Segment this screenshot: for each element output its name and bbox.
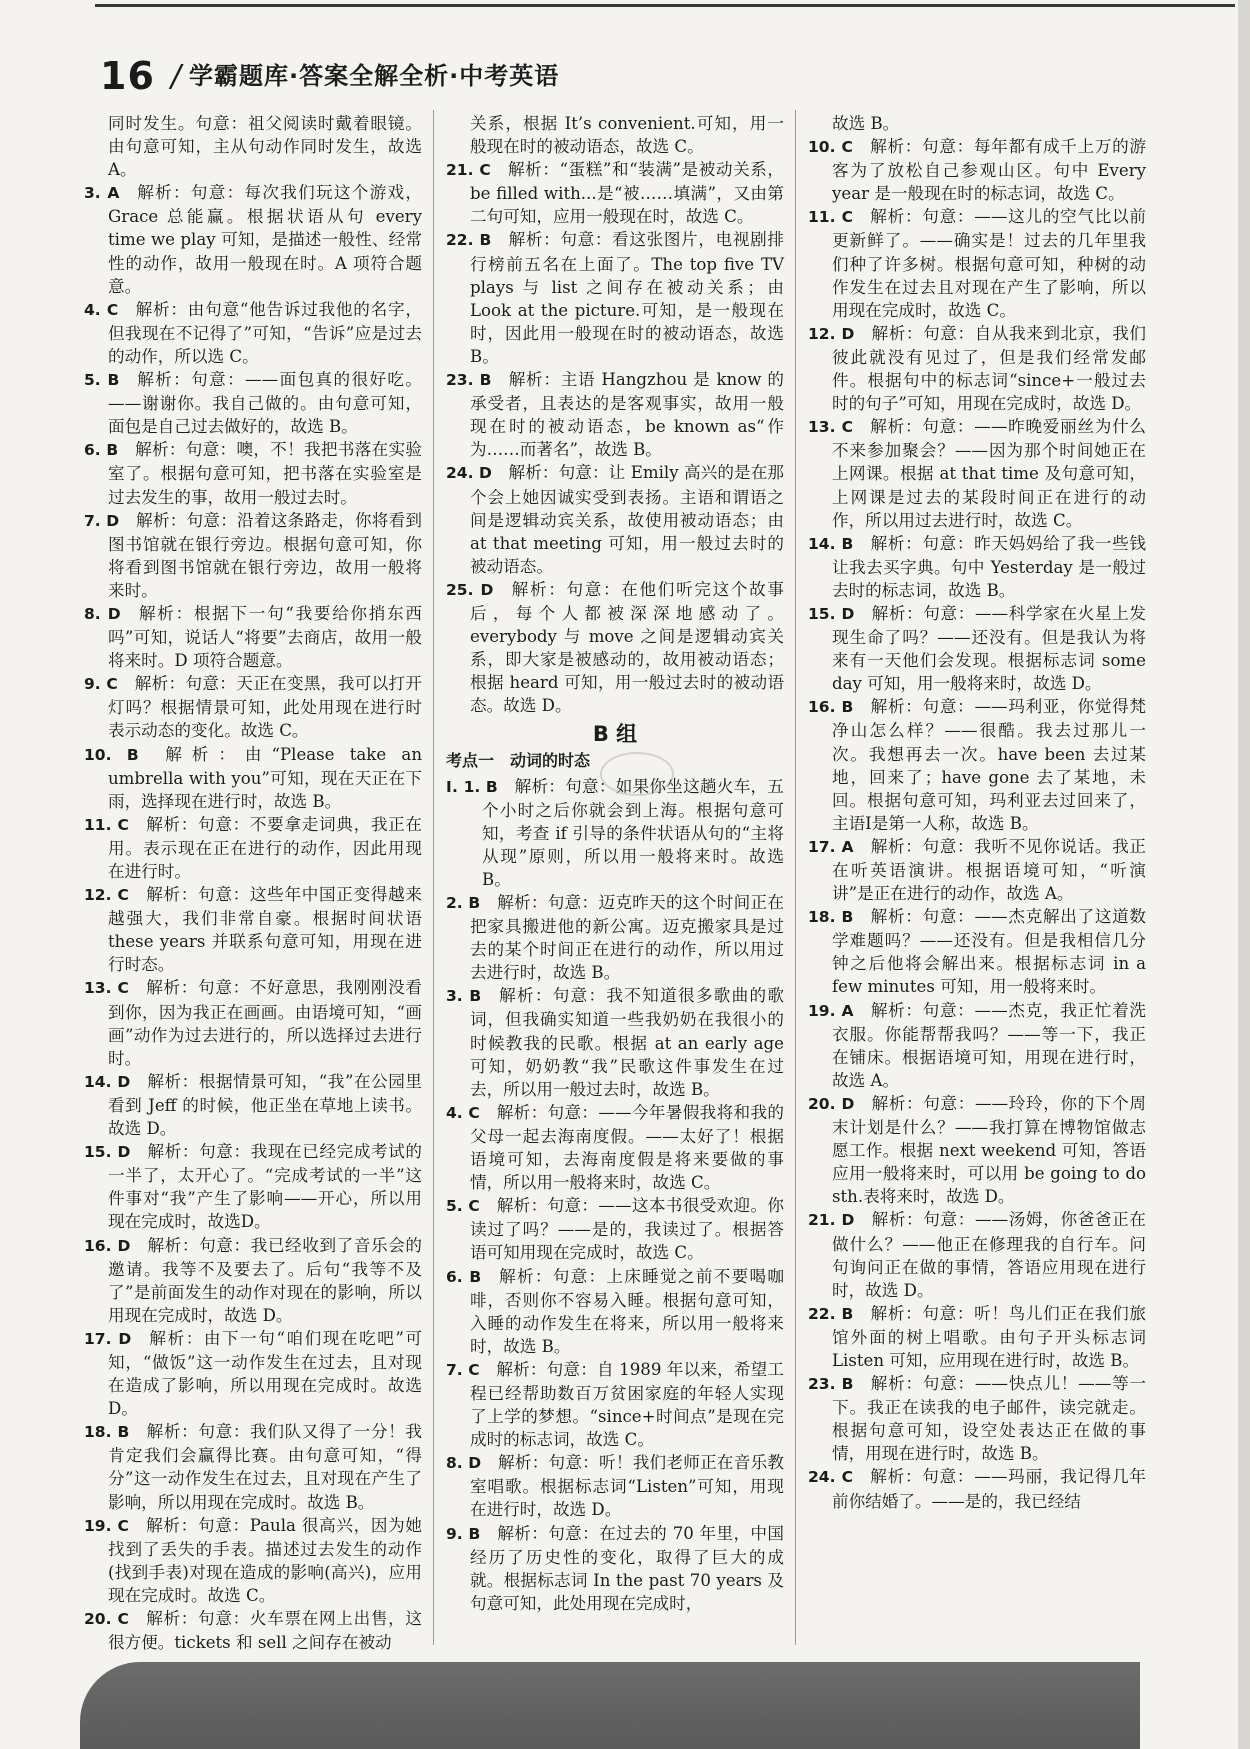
answer-explanation: 解析：句意：——玛丽，我记得几年前你结婚了。——是的，我已经结 [832, 1467, 1147, 1511]
answer-number: 20. C [84, 1610, 129, 1628]
answer-item [446, 1522, 784, 1615]
answer-explanation: 解析：句意：看这张图片，电视剧排行榜前五名在上面了。The top five TV plays 与 list 之间存在被动关系；由 Look at the picture.可知，是一般现在时，因此用一般现在时的被动语态，故选 B。 [470, 230, 785, 366]
answer-number: Ⅰ. 1. B [446, 777, 498, 796]
answer-number: 21. C [446, 161, 491, 180]
answer-item [446, 228, 784, 368]
answer-column-3 [808, 112, 1146, 1513]
answer-column-2 [446, 112, 784, 1615]
answer-item [446, 984, 784, 1100]
answer-explanation: 解析：句意：昨天妈妈给了我一些钱让我去买字典。句中 Yesterday 是一般过去时的标志词，故选 B。 [832, 533, 1147, 600]
answer-item [446, 578, 784, 718]
answer-item [446, 1101, 784, 1194]
answer-number: 4. C [446, 1103, 480, 1122]
answer-explanation: 解析：句意：——科学家在火星上发现生命了吗？——还没有。但是我认为将来有一天他们会发现。根据标志词 some day 可知，用一般将来时，故选 D。 [832, 603, 1146, 694]
page-number: 16 [100, 54, 155, 98]
answer-item [446, 1265, 784, 1358]
answer-item [808, 1302, 1146, 1372]
answer-item [808, 135, 1146, 205]
answer-number: 18. B [808, 908, 854, 927]
answer-explanation: 解析：句意：听！我们老师正在音乐教室唱歌。根据标志词“Listen”可知，用现在进行时，故选 D。 [470, 1453, 785, 1520]
answer-number: 4. C [84, 300, 119, 319]
answer-item [84, 1420, 422, 1513]
answer-explanation: 解析：句意：——昨晚爱丽丝为什么不来参加聚会？——因为那个时间她正在上网课。根据 at that time 及句意可知，上网课是过去的某段时间正在进行的动作，所以用过去进行时，故选 C。 [832, 417, 1147, 530]
answer-item [84, 883, 422, 976]
answer-number: 9. C [84, 675, 118, 694]
page-header [100, 52, 559, 96]
answer-list-a-group [446, 112, 784, 717]
answer-explanation: 解析：句意：听！鸟儿们正在我们旅馆外面的树上唱歌。由句子开头标志词 Listen 可知，应用现在进行时，故选 B。 [832, 1303, 1147, 1370]
column-divider [433, 110, 434, 1645]
answer-number: 11. C [84, 815, 129, 834]
answer-explanation: 解析：句意：我听不见你说话。我正在听英语演讲。根据语境可知，“听演讲”是正在进行的动作，故选 A。 [832, 836, 1146, 904]
answer-list-b-group [446, 775, 784, 1615]
answer-explanation: 解析：由下一句“咱们现在吃吧”可知，“做饭”这一动作发生在过去，且对现在造成了影响，所以用现在完成时。故选 D。 [108, 1328, 422, 1419]
continued-text: 同时发生。句意：祖父阅读时戴着眼镜。由句意可知，主从句动作同时发生，故选 A。 [108, 114, 422, 180]
answer-item [446, 1194, 784, 1264]
answer-item [84, 438, 422, 508]
answer-explanation: 解析：句意：——汤姆，你爸爸正在做什么？——他正在修理我的自行车。问句询问正在做的事情，答语应用现在进行时，故选 D。 [832, 1210, 1146, 1300]
kaodian-heading: 考点一 动词的时态 [446, 751, 591, 771]
answer-number: 8. D [446, 1454, 482, 1473]
answer-item [808, 1465, 1146, 1512]
answer-number: 21. D [808, 1211, 855, 1230]
answer-number: 5. B [84, 371, 120, 390]
answer-item [446, 1451, 784, 1521]
answer-explanation: 解析：主语 Hangzhou 是 know 的承受者，且表达的是客观事实，故用一般现在时的被动语态，be known as“作为……而著名”，故选 B。 [470, 370, 784, 460]
answer-number: 25. D [446, 580, 494, 599]
answer-explanation: 解析：句意：Paula 很高兴，因为她找到了丢失的手表。描述过去发生的动作(找到手表)对现在造成的影响(高兴)，应用现在完成时。故选 C。 [108, 1515, 422, 1605]
answer-number: 19. A [808, 1001, 854, 1020]
answer-number: 9. B [446, 1524, 481, 1543]
answer-number: 16. D [84, 1236, 131, 1255]
header-divider: / [170, 59, 181, 94]
answer-explanation: 解析：句意：——快点儿！——等一下。我正在读我的电子邮件，读完就走。根据句意可知，设空处表达正在做的事情，用现在进行时，故选 B。 [832, 1374, 1147, 1464]
continued-text: 故选 B。 [832, 114, 900, 133]
answer-item [808, 205, 1146, 321]
answer-explanation: 解析：根据情景可知，“我”在公园里看到 Jeff 的时候，他正坐在草地上读书。故选 D。 [108, 1071, 422, 1139]
answer-explanation: 解析：句意：上床睡觉之前不要喝咖啡，否则你不容易入睡。根据句意可知，入睡的动作发生在将来，所以用一般将来时，故选 B。 [470, 1266, 785, 1356]
answer-number: 8. D [84, 604, 121, 623]
answer-item [84, 368, 422, 438]
answer-item [808, 602, 1146, 695]
answer-item [446, 461, 784, 577]
answer-item [84, 1070, 422, 1140]
answer-item [84, 976, 422, 1069]
answer-number: 12. D [808, 324, 855, 343]
answer-number: 10. C [808, 138, 853, 157]
answer-explanation: 解析：句意：在他们听完这个故事后，每个人都被深深地感动了。everybody 与 move 之间是逻辑动宾关系，即大家是被感动的，故用被动语态；根据 heard 可知，用一般过去时的被动语态。故选 D。 [470, 579, 784, 716]
answer-explanation: 解析：句意：——这本书很受欢迎。你读过了吗？——是的，我读过了。根据答语可知用现在完成时，故选 C。 [470, 1196, 784, 1263]
answer-explanation: 解析：句意：——玲玲，你的下个周末计划是什么？——我打算在博物馆做志愿工作。根据 next weekend 可知，答语应用一般将来时，可以用 be going to do sth.表将来时，故选 D。 [832, 1093, 1146, 1207]
answer-number: 24. D [446, 464, 492, 483]
answer-number: 13. C [84, 979, 129, 998]
answer-number: 23. B [446, 371, 492, 390]
answer-item [84, 743, 422, 813]
answer-item [808, 695, 1146, 835]
answer-number: 17. A [808, 837, 854, 856]
answer-column-1 [84, 112, 422, 1654]
answer-explanation: 解析：句意：——今年暑假我将和我的父母一起去海南度假。——太好了！根据语境可知，去海南度假是将来要做的事情，所以用一般将来时，故选 C。 [470, 1102, 784, 1193]
answer-item [808, 1208, 1146, 1301]
answer-item [84, 1140, 422, 1233]
answer-number: 10. B [84, 745, 139, 764]
answer-item [808, 1092, 1146, 1208]
answer-item [808, 835, 1146, 905]
answer-item [84, 1514, 422, 1607]
answer-explanation: 解析：句意：让 Emily 高兴的是在那个会上她因诚实受到表扬。主语和谓语之间是逻辑动宾关系，故使用被动语态；由 at that meeting 可知，用一般过去时的被动语态。 [470, 463, 784, 576]
answer-number: 2. B [446, 894, 481, 912]
answer-number: 6. B [446, 1267, 482, 1286]
answer-item [84, 1234, 422, 1327]
answer-item [84, 602, 422, 672]
answer-explanation: 解析：句意：每次我们玩这个游戏，Grace 总能赢。根据状语从句 every time we play 可知，是描述一般性、经常性的动作，故用一般现在时。A 项符合题意。 [108, 183, 422, 296]
answer-explanation: 解析：句意：火车票在网上出售，这很方便。tickets 和 sell 之间存在被动 [108, 1609, 422, 1653]
answer-number: 16. B [808, 698, 854, 717]
answer-number: 22. B [446, 231, 492, 250]
answer-item [808, 905, 1146, 998]
answer-number: 15. D [808, 604, 855, 623]
answer-number: 15. D [84, 1143, 131, 1162]
answer-number: 24. C [808, 1468, 853, 1487]
answer-item [84, 298, 422, 368]
watermark-stamp [600, 752, 674, 796]
answer-item [84, 1607, 422, 1654]
answer-explanation: 解析：句意：我不知道很多歌曲的歌词，但我确实知道一些我奶奶在我很小的时候教我的民歌。根据 at an early age 可知，奶奶教“我”民歌这件事发生在过去，所以用一般过去时，故选 B。 [470, 986, 785, 1099]
answer-item [84, 509, 422, 602]
answer-item [446, 368, 784, 461]
answer-number: 20. D [808, 1094, 855, 1113]
answer-number: 12. C [84, 886, 129, 905]
answer-number: 22. B [808, 1304, 854, 1323]
answer-number: 7. D [84, 511, 120, 530]
answer-item [84, 181, 422, 297]
answer-number: 14. D [84, 1072, 131, 1091]
answer-item [84, 672, 422, 742]
answer-explanation: 解析：句意：每年都有成千上万的游客为了放松自己参观山区。句中 Every year 是一般现在时的标志词，故选 C。 [832, 137, 1146, 204]
answer-explanation: 解析：句意：我已经收到了音乐会的邀请。我等不及要去了。后句“我等不及了”是前面发生的动作对现在的影响，所以用现在完成时，故选 D。 [108, 1235, 422, 1325]
answer-number: 23. B [808, 1375, 854, 1394]
answer-explanation: 解析：句意：自 1989 年以来，希望工程已经帮助数百万贫困家庭的年轻人实现了上学的梦想。“since+时间点”是现在完成时的标志词，故选 C。 [470, 1359, 785, 1450]
answer-explanation: 解析：由句意“他告诉过我他的名字，但我现在不记得了”可知，“告诉”应是过去的动作，所以选 C。 [108, 299, 423, 366]
answer-number: 7. C [446, 1360, 480, 1379]
column-divider [795, 110, 796, 1645]
answer-explanation: 解析：由“Please take an umbrella with you”可知，现在天正在下雨，选择现在进行时，故选 B。 [108, 744, 423, 811]
answer-explanation: 解析：句意：在过去的 70 年里，中国经历了历史性的变化，取得了巨大的成就。根据标志词 In the past 70 years 及句意可知，此处用现在完成时， [470, 1523, 784, 1613]
answer-explanation: 解析：句意：——面包真的很好吃。——谢谢你。我自己做的。由句意可知，面包是自己过去做好的，故选 B。 [108, 370, 422, 437]
answer-item [446, 891, 784, 984]
answer-number: 14. B [808, 534, 854, 553]
footer-band [80, 1662, 1140, 1749]
answer-item [808, 322, 1146, 415]
answer-explanation: 解析：句意：噢，不！我把书落在实验室了。根据句意可知，把书落在实验室是过去发生的事，故用一般过去时。 [108, 440, 422, 507]
continued-text: 关系，根据 It’s convenient.可知，用一般现在时的被动语态，故选 C。 [470, 114, 784, 157]
answer-explanation: 解析：句意：我现在已经完成考试的一半了，太开心了。“完成考试的一半”这件事对“我”产生了影响——开心，所以用现在完成时，故选D。 [108, 1142, 422, 1232]
top-rule [95, 4, 1235, 7]
answer-item [84, 813, 422, 883]
answer-explanation: 解析：句意：——这儿的空气比以前更新鲜了。——确实是！过去的几年里我们种了许多树。根据句意可知，种树的动作发生在过去且对现在产生了影响，所以用现在完成时，故选 C。 [832, 207, 1147, 320]
answer-number: 3. A [84, 184, 120, 203]
answer-number: 19. C [84, 1516, 129, 1535]
answer-explanation: 解析：句意：自从我来到北京，我们彼此就没有见过了，但是我们经常发邮件。根据句中的标志词“since+一般过去时的句子”可知，用现在完成时，故选 D。 [832, 323, 1146, 414]
answer-item [808, 999, 1146, 1092]
answer-explanation: 解析：句意：迈克昨天的这个时间正在把家具搬进他的新公寓。迈克搬家具是过去的某个时间正在进行的动作，所以用过去进行时，故选 B。 [470, 893, 784, 983]
answer-number: 11. C [808, 208, 853, 227]
answer-item [808, 1372, 1146, 1465]
answer-explanation: 解析：句意：天正在变黑，我可以打开灯吗？根据情景可知，此处用现在进行时表示动态的变化。故选 C。 [108, 674, 423, 741]
answer-item [446, 158, 784, 228]
answer-item [808, 415, 1146, 531]
answer-explanation: 解析：根据下一句“我要给你捎东西吗”可知，说话人“将要”去商店，故用一般将来时。D 项符合题意。 [108, 603, 423, 671]
answer-number: 18. B [84, 1423, 130, 1442]
answer-explanation: 解析：句意：我们队又得了一分！我肯定我们会赢得比赛。由句意可知，“得分”这一动作发生在过去，且对现在产生了影响，所以用现在完成时。故选 B。 [108, 1422, 423, 1512]
answer-explanation: 解析：句意：不好意思，我刚刚没看到你，因为我正在画画。由语境可知，“画画”动作为过去进行的，所以选择过去进行时。 [108, 978, 422, 1068]
answer-item [808, 532, 1146, 602]
answer-number: 3. B [446, 987, 482, 1006]
group-b-title: B 组 [592, 722, 638, 747]
answer-number: 6. B [84, 441, 119, 460]
answer-number: 13. C [808, 418, 853, 437]
answer-explanation: 解析：“蛋糕”和“装满”是被动关系，be filled with...是“被……填满”，又由第二句可知，应用一般现在时，故选 C。 [470, 160, 784, 227]
answer-explanation: 解析：句意：——杰克，我正忙着洗衣服。你能帮帮我吗？——等一下，我正在铺床。根据语境可知，用现在进行时，故选 A。 [832, 1000, 1146, 1090]
answer-explanation: 解析：句意：这些年中国正变得越来越强大，我们非常自豪。根据时间状语 these years 并联系句意可知，用现在进行时态。 [108, 885, 422, 975]
book-title: 学霸题库·答案全解全析·中考英语 [189, 62, 560, 90]
answer-item [84, 1327, 422, 1420]
answer-explanation: 解析：句意：——杰克解出了这道数学难题吗？——还没有。但是我相信几分钟之后他将会解出来。根据标志词 in a few minutes 可知，用一般将来时。 [832, 907, 1147, 997]
answer-explanation: 解析：句意：——玛利亚，你觉得梵净山怎么样？——很酷。我去过那儿一次。我想再去一次。have been 去过某地，回来了；have gone 去了某地，未回。根据句意可知，玛利亚去过回来了，主语I是第一人称，故选 B。 [832, 697, 1147, 833]
answer-number: 5. C [446, 1197, 480, 1216]
answer-explanation: 解析：句意：不要拿走词典，我正在用。表示现在正在进行的动作，因此用现在进行时。 [108, 814, 422, 881]
page-edge-strip [1238, 0, 1250, 1749]
answer-item [446, 1358, 784, 1451]
answer-number: 17. D [84, 1329, 132, 1348]
answer-explanation: 解析：句意：如果你坐这趟火车，五个小时之后你就会到上海。根据句意可知，考查 if 引导的条件状语从句的“主将从现”原则，所以用一般将来时。故选B。 [482, 776, 785, 889]
answer-explanation: 解析：句意：沿着这条路走，你将看到图书馆就在银行旁边。根据句意可知，你将看到图书馆就在银行旁边，故用一般将来时。 [108, 510, 423, 600]
